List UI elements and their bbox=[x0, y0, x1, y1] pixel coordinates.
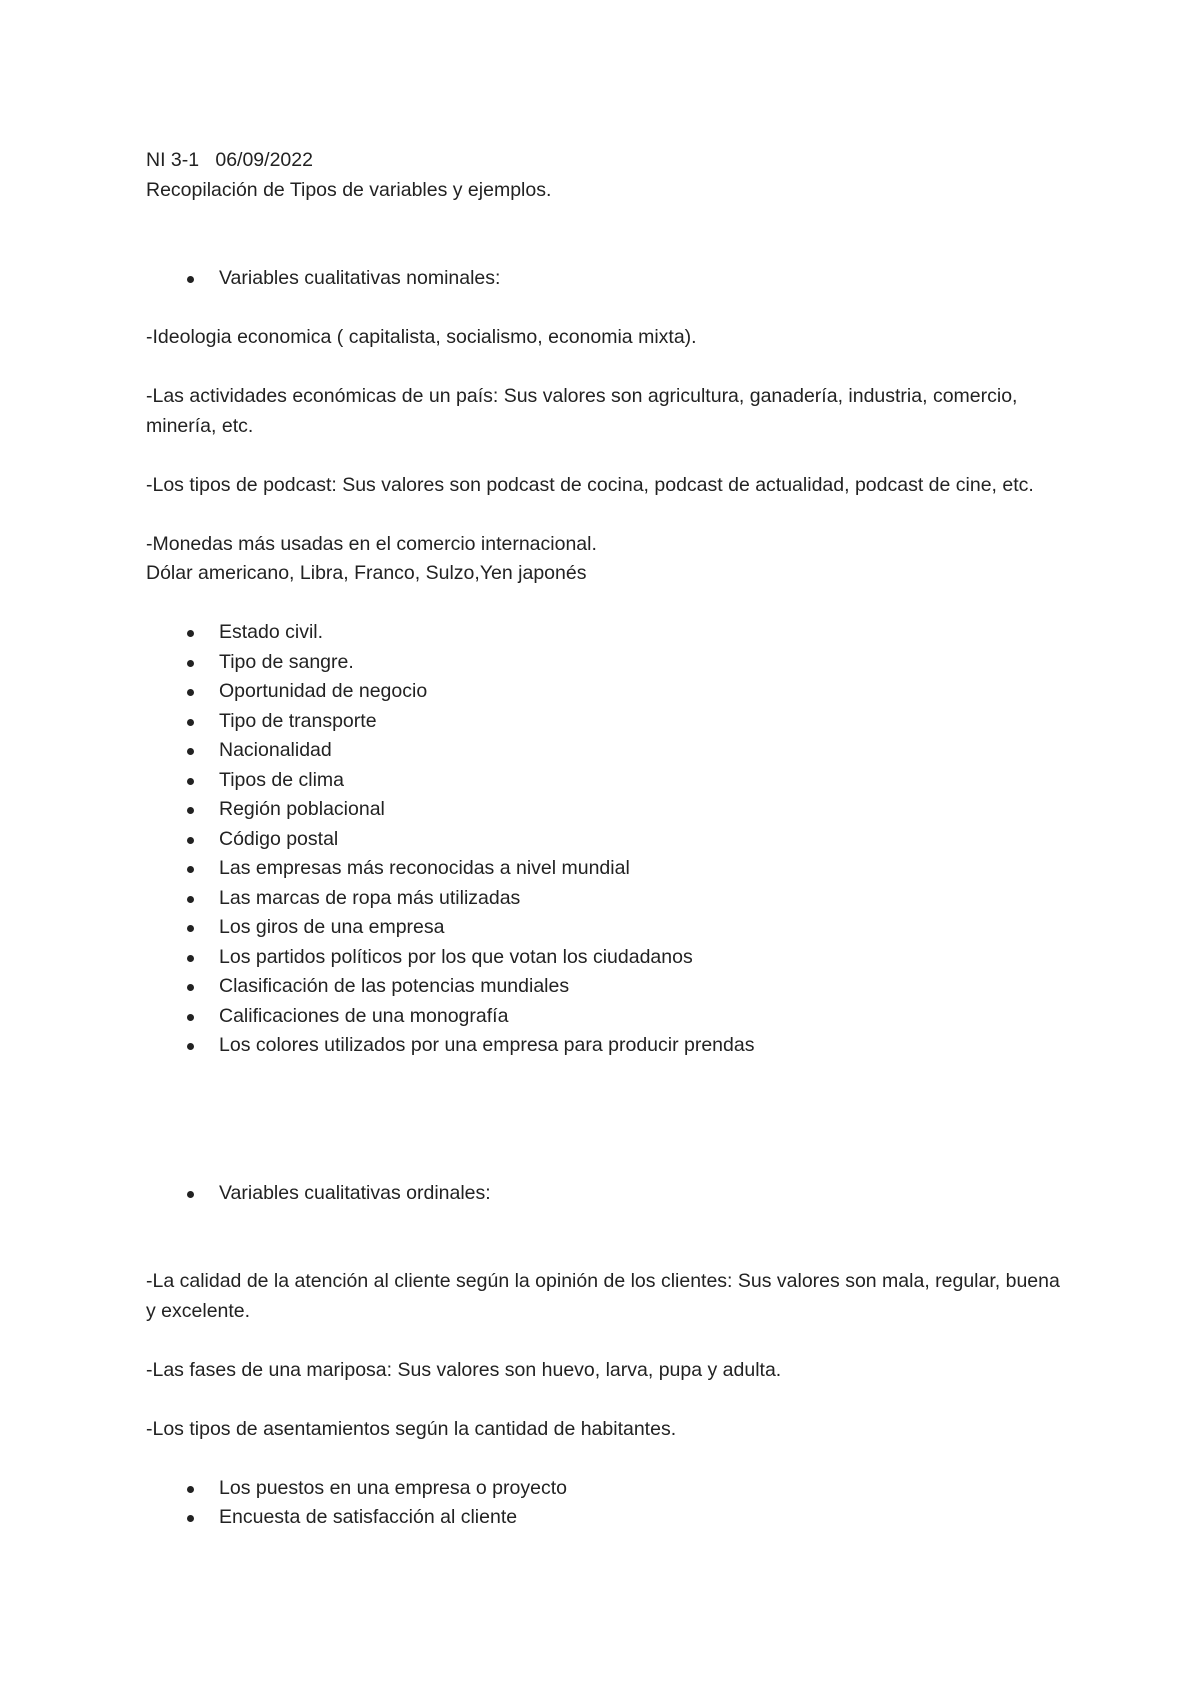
bullet-icon bbox=[187, 689, 194, 696]
list-item bbox=[146, 618, 1066, 648]
list-item bbox=[146, 825, 1066, 855]
bullet-icon bbox=[187, 1014, 194, 1021]
list-item bbox=[146, 1474, 1066, 1504]
list-item-text: Las empresas más reconocidas a nivel mundial bbox=[219, 857, 630, 879]
list-item bbox=[146, 1002, 1066, 1032]
list-item-text: Tipo de transporte bbox=[219, 709, 377, 732]
bullet-icon bbox=[187, 837, 194, 844]
bullet-icon bbox=[187, 630, 194, 637]
ordinal-examples-list bbox=[146, 1474, 1066, 1533]
list-item bbox=[146, 736, 1066, 766]
list-item-text: Estado civil. bbox=[219, 621, 324, 643]
list-item-text: Oportunidad de negocio bbox=[219, 680, 428, 702]
paragraph: -La calidad de la atención al cliente según la opinión de los clientes: Sus valores son mala, regular, buena y excelente. bbox=[146, 1270, 1060, 1322]
bullet-icon bbox=[187, 276, 194, 283]
bullet-icon bbox=[187, 807, 194, 814]
doc-title: Recopilación de Tipos de variables y ejemplos. bbox=[146, 178, 552, 201]
paragraph: -Las fases de una mariposa: Sus valores son huevo, larva, pupa y adulta. bbox=[146, 1358, 782, 1381]
list-item bbox=[146, 707, 1066, 737]
bullet-icon bbox=[187, 896, 194, 903]
doc-header-line: NI 3-1 06/09/2022 bbox=[146, 149, 313, 171]
list-item bbox=[146, 677, 1066, 707]
paragraph: Dólar americano, Libra, Franco, Sulzo,Yen japonés bbox=[146, 562, 587, 584]
nominal-heading-list bbox=[146, 264, 1066, 294]
list-item-text: Tipos de clima bbox=[219, 768, 344, 791]
bullet-icon bbox=[187, 866, 194, 873]
ordinal-heading-list bbox=[146, 1179, 1066, 1209]
bullet-icon bbox=[187, 1515, 194, 1522]
bullet-icon bbox=[187, 1486, 194, 1493]
list-item bbox=[146, 648, 1066, 678]
bullet-icon bbox=[187, 660, 194, 667]
bullet-icon bbox=[187, 1191, 194, 1198]
list-item bbox=[146, 972, 1066, 1002]
list-item bbox=[146, 1031, 1066, 1061]
nominal-examples-list bbox=[146, 618, 1066, 1061]
section-heading-ordinal: Variables cualitativas ordinales: bbox=[219, 1181, 491, 1204]
bullet-icon bbox=[187, 778, 194, 785]
list-item bbox=[146, 795, 1066, 825]
list-item-text: Los partidos políticos por los que votan los ciudadanos bbox=[219, 945, 693, 968]
list-item bbox=[146, 854, 1066, 884]
bullet-icon bbox=[187, 1043, 194, 1050]
list-item-text: Región poblacional bbox=[219, 798, 385, 820]
list-item bbox=[146, 1179, 1066, 1209]
bullet-icon bbox=[187, 984, 194, 991]
bullet-icon bbox=[187, 925, 194, 932]
list-item-text: Encuesta de satisfacción al cliente bbox=[219, 1506, 518, 1528]
paragraph: -Los tipos de podcast: Sus valores son podcast de cocina, podcast de actualidad, podcast de cine, etc. bbox=[146, 473, 1034, 496]
paragraph: -Las actividades económicas de un país: Sus valores son agricultura, ganadería, industria, comercio, minería, etc. bbox=[146, 385, 1018, 437]
document-body bbox=[146, 146, 1066, 1533]
list-item bbox=[146, 884, 1066, 914]
list-item-text: Los puestos en una empresa o proyecto bbox=[219, 1476, 567, 1499]
list-item-text: Nacionalidad bbox=[219, 739, 332, 761]
list-item-text: Código postal bbox=[219, 827, 339, 850]
list-item bbox=[146, 264, 1066, 294]
list-item-text: Las marcas de ropa más utilizadas bbox=[219, 886, 521, 909]
paragraph: -Monedas más usadas en el comercio internacional. bbox=[146, 532, 597, 555]
bullet-icon bbox=[187, 955, 194, 962]
list-item-text: Tipo de sangre. bbox=[219, 650, 354, 673]
list-item-text: Los colores utilizados por una empresa para producir prendas bbox=[219, 1034, 755, 1056]
list-item bbox=[146, 766, 1066, 796]
list-item-text: Clasificación de las potencias mundiales bbox=[219, 975, 570, 997]
paragraph: -Los tipos de asentamientos según la cantidad de habitantes. bbox=[146, 1417, 677, 1440]
bullet-icon bbox=[187, 748, 194, 755]
bullet-icon bbox=[187, 719, 194, 726]
list-item bbox=[146, 1503, 1066, 1533]
list-item-text: Los giros de una empresa bbox=[219, 916, 445, 938]
list-item bbox=[146, 943, 1066, 973]
section-heading-nominal: Variables cualitativas nominales: bbox=[219, 267, 501, 289]
list-item-text: Calificaciones de una monografía bbox=[219, 1004, 509, 1027]
paragraph: -Ideologia economica ( capitalista, socialismo, economia mixta). bbox=[146, 326, 697, 348]
list-item bbox=[146, 913, 1066, 943]
